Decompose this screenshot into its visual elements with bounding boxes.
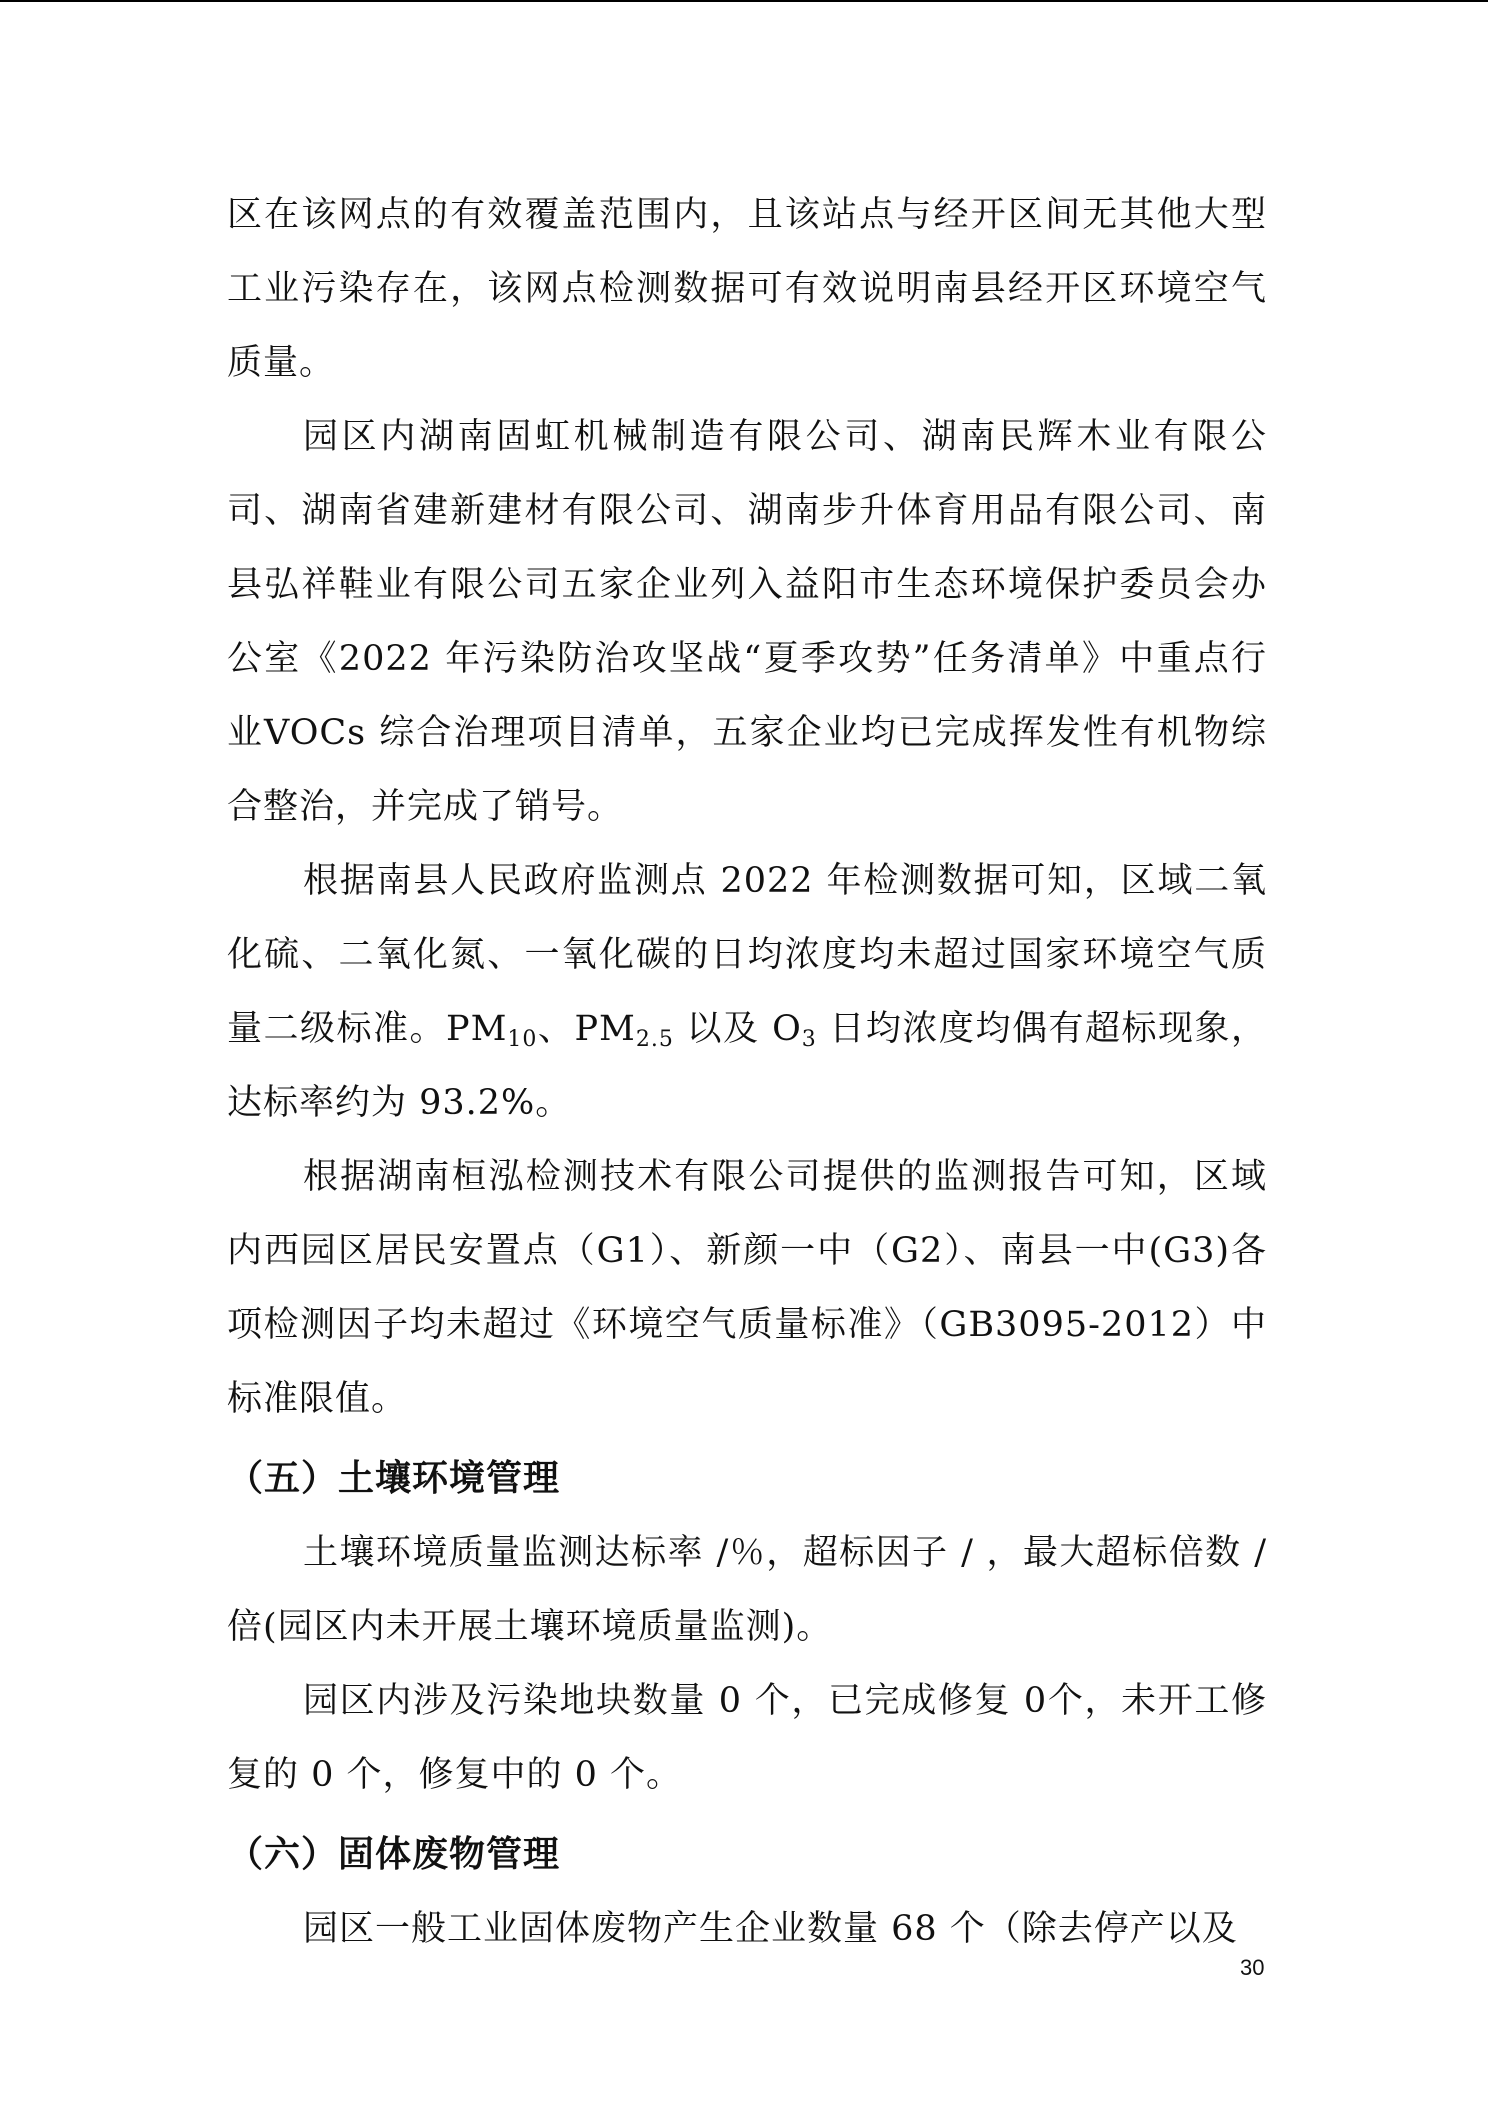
paragraph-contaminated-sites: 园区内涉及污染地块数量 0 个，已完成修复 0个，未开工修复的 0 个，修复中的 0 个。 (227, 1681, 1267, 1795)
top-border-line (0, 0, 1488, 2)
pm10-label: $PM_{10}$ (446, 1009, 538, 1052)
pm25-label: $PM_{2.5}$ (574, 1009, 674, 1052)
paragraph-vocs-enterprises: 园区内湖南固虹机械制造有限公司、湖南民辉木业有限公司、湖南省建新建材有限公司、湖南步升体育用品有限公司、南县弘祥鞋业有限公司五家企业列入益阳市生态环境保护委员会办公室《2022 年污染防治攻坚战“夏季攻势”任务清单》中重点行业VOCs 综合治理项目清单，五家企业均已完成挥发性有机物综合整治，并完成了销号。 (227, 417, 1267, 827)
document-body (227, 178, 1267, 1966)
text-segment: 日均浓度均偶有超标现象，达标率约为 93.2%。 (227, 1009, 1267, 1123)
text-segment: 根据南县人民政府监测点 2022 年检测数据可知，区域二氧化硫、二氧化氮、一氧化碳的日均浓度均未超过国家环境空气质量二级标准。 (227, 861, 1267, 1049)
paragraph-soil-quality: 土壤环境质量监测达标率 /％，超标因子 / ，最大超标倍数 / 倍(园区内未开展土壤环境质量监测)。 (227, 1533, 1267, 1647)
o3-label: $O_3$ (772, 1009, 817, 1052)
paragraph-air-quality-2022 (227, 844, 1267, 1140)
text-segment: 以及 (673, 1009, 773, 1049)
section-heading-soil: （五）土壤环境管理 (227, 1458, 561, 1499)
separator: 、 (537, 1009, 575, 1049)
page-number: 30 (1240, 1955, 1265, 1980)
section-heading-solid-waste: （六）固体废物管理 (227, 1834, 561, 1875)
paragraph-monitoring-report: 根据湖南桓泓检测技术有限公司提供的监测报告可知，区域内西园区居民安置点（G1）、新颜一中（G2）、南县一中(G3)各项检测因子均未超过《环境空气质量标准》（GB3095-2012）中标准限值。 (227, 1157, 1267, 1419)
paragraph-monitoring-coverage: 区在该网点的有效覆盖范围内，且该站点与经开区间无其他大型工业污染存在，该网点检测数据可有效说明南县经开区环境空气质量。 (227, 195, 1267, 383)
paragraph-solid-waste: 园区一般工业固体废物产生企业数量 68 个（除去停产以及 (303, 1909, 1238, 1949)
